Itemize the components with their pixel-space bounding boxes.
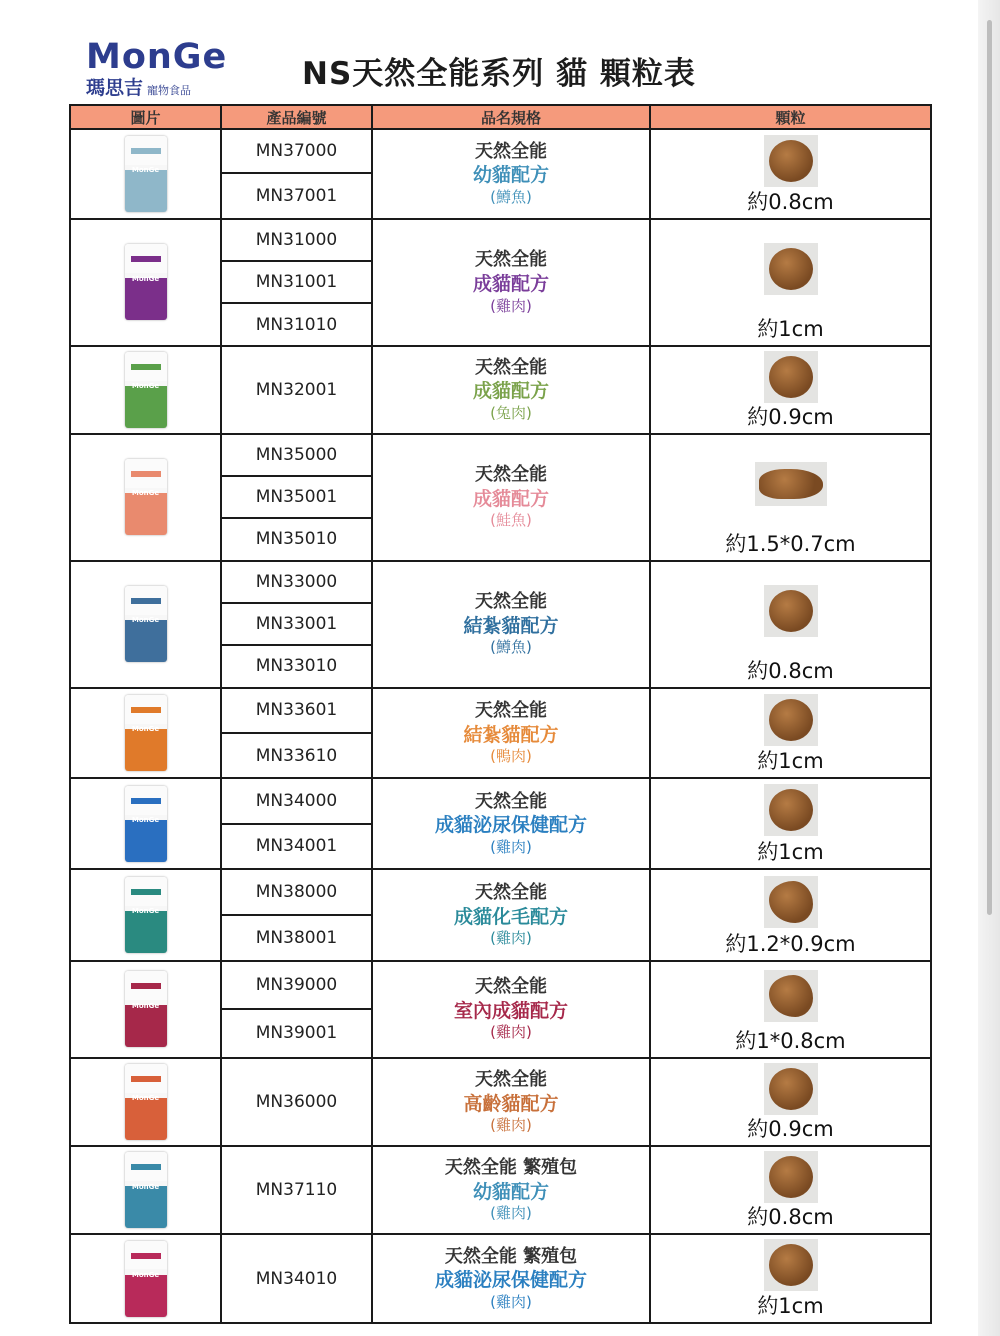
- product-flavor: (雞肉): [490, 1204, 532, 1223]
- bag-brand-label: MonGe: [131, 1001, 160, 1010]
- table-row: [70, 346, 931, 434]
- product-code: MN33601: [221, 688, 372, 733]
- bag-brand-label: MonGe: [131, 616, 160, 625]
- kibble-size: 約0.8cm: [747, 1205, 834, 1230]
- kibble-photo: [764, 243, 818, 295]
- product-code: MN37000: [221, 129, 372, 173]
- kibble-cell: [650, 1146, 931, 1234]
- product-flavor: (雞肉): [490, 929, 532, 948]
- kibble-size: 約0.8cm: [747, 658, 834, 683]
- product-code: MN39001: [221, 1009, 372, 1057]
- product-code: MN33001: [221, 603, 372, 645]
- brand-name: MonGe: [86, 37, 228, 77]
- kibble-size: 約1cm: [757, 316, 824, 341]
- page-title: NS天然全能系列 貓 顆粒表: [302, 56, 696, 92]
- kibble-cell: [650, 961, 931, 1058]
- product-flavor: (兔肉): [490, 403, 532, 422]
- brand-chinese: 瑪思吉: [86, 77, 144, 99]
- kibble-cell: [650, 346, 931, 434]
- product-series: 天然全能: [475, 790, 547, 812]
- table-header-row: [70, 105, 931, 129]
- table-row: [70, 434, 931, 476]
- product-bag-image: [125, 971, 167, 1047]
- product-flavor: (雞肉): [490, 1116, 532, 1135]
- product-name-cell: [372, 1234, 650, 1323]
- bag-brand-label: MonGe: [131, 274, 160, 283]
- product-bag-image: [125, 1241, 167, 1317]
- product-bag-image: [125, 877, 167, 953]
- table-row: [70, 961, 931, 1009]
- product-code: MN33610: [221, 733, 372, 778]
- kibble-size: 約1cm: [757, 749, 824, 774]
- bag-brand-label: MonGe: [131, 1094, 160, 1103]
- product-code: MN32001: [221, 346, 372, 434]
- product-bag-image: [125, 244, 167, 320]
- product-flavor: (鮭魚): [490, 511, 532, 530]
- kibble-size: 約1*0.8cm: [735, 1028, 846, 1053]
- product-code: MN33010: [221, 645, 372, 687]
- kibble-photo: [764, 585, 818, 637]
- product-code: MN35010: [221, 518, 372, 560]
- bag-brand-label: MonGe: [131, 907, 160, 916]
- product-image-cell: [70, 219, 221, 346]
- kibble-photo: [755, 462, 827, 506]
- product-bag-image: [125, 1152, 167, 1228]
- kibble-photo: [764, 1239, 818, 1291]
- bag-brand-label: MonGe: [131, 1182, 160, 1191]
- table-row: [70, 1146, 931, 1234]
- product-name-cell: [372, 1146, 650, 1234]
- product-code: MN36000: [221, 1058, 372, 1147]
- product-name-cell: [372, 961, 650, 1058]
- product-bag-image: [125, 136, 167, 212]
- kibble-size: 約1cm: [757, 1294, 824, 1318]
- kibble-size: 約1.2*0.9cm: [725, 931, 856, 956]
- product-formula: 成貓化毛配方: [453, 905, 568, 928]
- product-formula: 結紮貓配方: [463, 614, 559, 637]
- kibble-cell: [650, 434, 931, 561]
- product-code: MN31001: [221, 261, 372, 303]
- bag-brand-label: MonGe: [131, 489, 160, 498]
- kibble-photo: [764, 1151, 818, 1203]
- product-bag-image: [125, 1064, 167, 1140]
- table-row: [70, 129, 931, 173]
- product-bag-image: [125, 786, 167, 862]
- product-series: 天然全能: [475, 882, 547, 904]
- kibble-photo: [764, 784, 818, 836]
- kibble-photo: [764, 876, 818, 928]
- table-row: [70, 869, 931, 915]
- product-formula: 結紮貓配方: [463, 723, 559, 746]
- header-picture: 圖片: [70, 105, 221, 129]
- kibble-cell: [650, 129, 931, 219]
- kibble-cell: [650, 1058, 931, 1147]
- product-bag-image: [125, 459, 167, 535]
- kibble-size: 約0.9cm: [747, 1117, 834, 1142]
- product-code: MN34001: [221, 824, 372, 869]
- product-name-cell: [372, 346, 650, 434]
- kibble-photo: [764, 351, 818, 403]
- product-image-cell: [70, 561, 221, 688]
- kibble-photo: [764, 970, 818, 1022]
- bag-brand-label: MonGe: [131, 816, 160, 825]
- product-name-cell: [372, 129, 650, 219]
- product-code: MN34010: [221, 1234, 372, 1323]
- header-kibble: 顆粒: [650, 105, 931, 129]
- product-code: MN38000: [221, 869, 372, 915]
- product-code: MN39000: [221, 961, 372, 1009]
- product-code: MN34000: [221, 778, 372, 823]
- product-image-cell: [70, 869, 221, 961]
- product-flavor: (鱒魚): [490, 188, 532, 207]
- product-formula: 室內成貓配方: [453, 999, 568, 1022]
- product-formula: 成貓泌尿保健配方: [434, 1269, 587, 1292]
- product-name-cell: [372, 1058, 650, 1147]
- product-formula: 幼貓配方: [472, 164, 549, 187]
- product-series: 天然全能 繁殖包: [444, 1157, 578, 1179]
- product-name-cell: [372, 219, 650, 346]
- product-bag-image: [125, 695, 167, 771]
- product-bag-image: [125, 586, 167, 662]
- product-code: MN35000: [221, 434, 372, 476]
- kibble-photo: [764, 694, 818, 746]
- kibble-cell: [650, 869, 931, 961]
- product-flavor: (雞肉): [490, 1023, 532, 1042]
- product-formula: 高齡貓配方: [463, 1092, 559, 1115]
- product-code: MN31000: [221, 219, 372, 261]
- product-formula: 成貓配方: [472, 487, 549, 510]
- table-row: [70, 778, 931, 823]
- product-series: 天然全能: [475, 591, 547, 613]
- product-formula: 成貓配方: [472, 272, 549, 295]
- table-row: [70, 219, 931, 261]
- product-image-cell: [70, 778, 221, 869]
- product-name-cell: [372, 561, 650, 688]
- product-image-cell: [70, 1058, 221, 1147]
- scrollbar[interactable]: [987, 20, 992, 915]
- bag-brand-label: MonGe: [131, 1270, 160, 1279]
- table-body: [70, 129, 931, 1323]
- product-code: MN37001: [221, 173, 372, 218]
- product-series: 天然全能: [475, 356, 547, 378]
- product-flavor: (鴨肉): [490, 747, 532, 766]
- bag-brand-label: MonGe: [131, 725, 160, 734]
- product-series: 天然全能 繁殖包: [444, 1245, 578, 1267]
- product-code: MN35001: [221, 476, 372, 518]
- kibble-size: 約0.9cm: [747, 404, 834, 429]
- table-row: [70, 561, 931, 603]
- header-code: 產品編號: [221, 105, 372, 129]
- kibble-size: 約0.8cm: [747, 189, 834, 214]
- header-name: 品名規格: [372, 105, 650, 129]
- kibble-photo: [764, 135, 818, 187]
- kibble-table: [69, 104, 932, 1324]
- product-formula: 成貓泌尿保健配方: [434, 814, 587, 837]
- product-image-cell: [70, 961, 221, 1058]
- kibble-cell: [650, 778, 931, 869]
- product-name-cell: [372, 869, 650, 961]
- table-row: [70, 688, 931, 733]
- kibble-cell: [650, 561, 931, 688]
- product-series: 天然全能: [475, 1069, 547, 1091]
- product-series: 天然全能: [475, 464, 547, 486]
- kibble-cell: [650, 1234, 931, 1323]
- bag-brand-label: MonGe: [131, 166, 160, 175]
- kibble-size: 約1cm: [757, 840, 824, 865]
- table-row: [70, 1058, 931, 1147]
- kibble-photo: [764, 1063, 818, 1115]
- product-code: MN31010: [221, 303, 372, 345]
- product-image-cell: [70, 688, 221, 779]
- product-code: MN38001: [221, 915, 372, 960]
- brand-logo: [86, 38, 226, 100]
- product-image-cell: [70, 1146, 221, 1234]
- product-flavor: (雞肉): [490, 1292, 532, 1311]
- product-flavor: (鱒魚): [490, 638, 532, 657]
- product-code: MN37110: [221, 1146, 372, 1234]
- product-flavor: (雞肉): [490, 837, 532, 856]
- product-name-cell: [372, 688, 650, 779]
- kibble-size: 約1.5*0.7cm: [725, 531, 856, 556]
- product-bag-image: [125, 352, 167, 428]
- product-name-cell: [372, 434, 650, 561]
- kibble-cell: [650, 688, 931, 779]
- product-code: MN33000: [221, 561, 372, 603]
- product-image-cell: [70, 434, 221, 561]
- table-row: [70, 1234, 931, 1323]
- product-image-cell: [70, 346, 221, 434]
- kibble-cell: [650, 219, 931, 346]
- product-image-cell: [70, 129, 221, 219]
- bag-brand-label: MonGe: [131, 382, 160, 391]
- product-formula: 幼貓配方: [472, 1180, 549, 1203]
- product-formula: 成貓配方: [472, 380, 549, 403]
- product-series: 天然全能: [475, 976, 547, 998]
- product-series: 天然全能: [475, 141, 547, 163]
- product-series: 天然全能: [475, 700, 547, 722]
- product-name-cell: [372, 778, 650, 869]
- product-image-cell: [70, 1234, 221, 1323]
- product-flavor: (雞肉): [490, 296, 532, 315]
- brand-tagline: 寵物食品: [147, 84, 192, 97]
- product-series: 天然全能: [475, 249, 547, 271]
